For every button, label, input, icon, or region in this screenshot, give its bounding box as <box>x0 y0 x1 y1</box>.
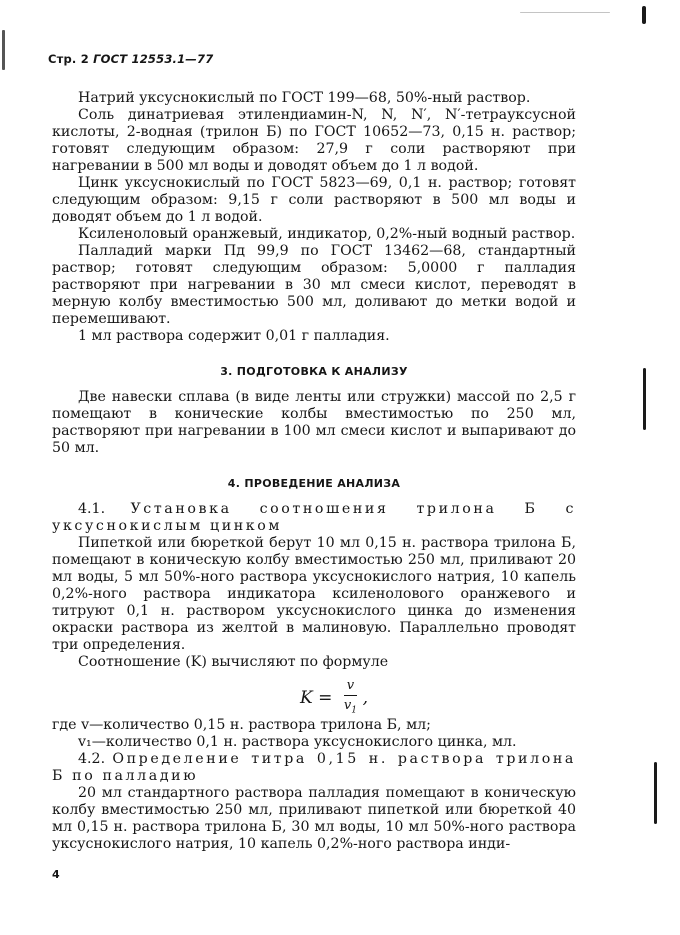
scan-mark-middle <box>643 368 646 430</box>
subsection-title: Установка соотношения трилона Б с уксуснокислым цинком <box>52 501 576 534</box>
subsection-4-2-text: 20 мл стандартного раствора палладия помещают в коническую колбу вместимостью 250 мл, приливают пипеткой или бюреткой 40 мл 0,15 н. раствора трилона Б, 30 мл воды, 10 мл 50%-ного раствора уксуснокислого натрия, 10 капель 0,2%-ного раствора инди- <box>52 785 576 852</box>
formula-den-sub: 1 <box>351 705 358 716</box>
subsection-4-1-text: Пипеткой или бюреткой берут 10 мл 0,15 н. раствора трилона Б, помещают в коническую колбу вместимостью 250 мл, приливают 20 мл воды, 5 мл 50%-ного раствора уксуснокислого натрия, 10 капель 0,2%-ного раствора индикатора ксиленолового оранжевого и титруют 0,1 н. раствором уксуснокислого цинка до изменения окраски раствора из желтой в малиновую. Параллельно проводят три определения. <box>52 535 576 653</box>
paragraph-xylenol-orange: Ксиленоловый оранжевый, индикатор, 0,2%-ный водный раствор. <box>78 226 576 242</box>
subsection-title: Определение титра 0,15 н. раствора трилона Б по палладию <box>52 751 576 784</box>
where-v1: v₁—количество 0,1 н. раствора уксуснокислого цинка, мл. <box>78 734 517 750</box>
scan-noise <box>520 12 610 13</box>
formula-den-var: v <box>343 698 352 713</box>
scan-mark-bottom <box>654 762 657 824</box>
formula-numerator: v <box>344 677 357 696</box>
formula-lhs: K = <box>300 687 333 708</box>
page-number: 4 <box>52 868 60 881</box>
subsection-4-1 <box>52 501 576 535</box>
formula-tail: , <box>362 687 368 708</box>
subsection-4-2 <box>52 751 576 785</box>
subsection-number: 4.2. <box>78 751 106 767</box>
paragraph-palladium-content: 1 мл раствора содержит 0,01 г палладия. <box>78 328 390 344</box>
page-label: Стр. 2 <box>48 52 89 66</box>
section-3-text: Две навески сплава (в виде ленты или стружки) массой по 2,5 г помещают в конические колбы вместимостью по 250 мл, растворяют при нагревании в 100 мл смеси кислот и выпаривают до 50 мл. <box>52 389 576 456</box>
scan-edge-mark <box>2 30 5 70</box>
paragraph-palladium: Палладий марки Пд 99,9 по ГОСТ 13462—68, стандартный раствор; готовят следующим образом: 5,0000 г палладия растворяют при нагревании в 30 мл смеси кислот, переводят в мерную колбу вместимостью 500 мл, доливают до метки водой и перемешивают. <box>52 243 576 327</box>
paragraph-trilon-b: Соль динатриевая этилендиамин-N, N, N′, N′-тетрауксусной кислоты, 2-водная (трилон Б) по ГОСТ 10652—73, 0,15 н. раствор; готовят следующим образом: 27,9 г соли растворяют при нагревании в 500 мл воды и доводят объем до 1 л водой. <box>52 107 576 174</box>
page-header <box>48 52 213 66</box>
paragraph-sodium-acetate: Натрий уксуснокислый по ГОСТ 199—68, 50%-ный раствор. <box>78 90 531 106</box>
document-body <box>52 90 576 853</box>
subsection-number: 4.1. <box>78 501 106 517</box>
scan-mark-top <box>642 6 646 24</box>
formula <box>92 677 576 716</box>
formula-fraction <box>344 677 357 720</box>
formula-intro: Соотношение (K) вычисляют по формуле <box>78 654 389 670</box>
section-heading-3: 3. ПОДГОТОВКА К АНАЛИЗУ <box>220 365 408 378</box>
where-v: где v—количество 0,15 н. раствора трилона Б, мл; <box>52 717 431 733</box>
formula-denominator <box>344 696 357 720</box>
paragraph-zinc-acetate: Цинк уксуснокислый по ГОСТ 5823—69, 0,1 н. раствор; готовят следующим образом: 9,15 г соли растворяют в 500 мл воды и доводят объем до 1 л водой. <box>52 175 576 225</box>
section-heading-4: 4. ПРОВЕДЕНИЕ АНАЛИЗА <box>227 477 401 490</box>
standard-number: ГОСТ 12553.1—77 <box>93 52 214 66</box>
